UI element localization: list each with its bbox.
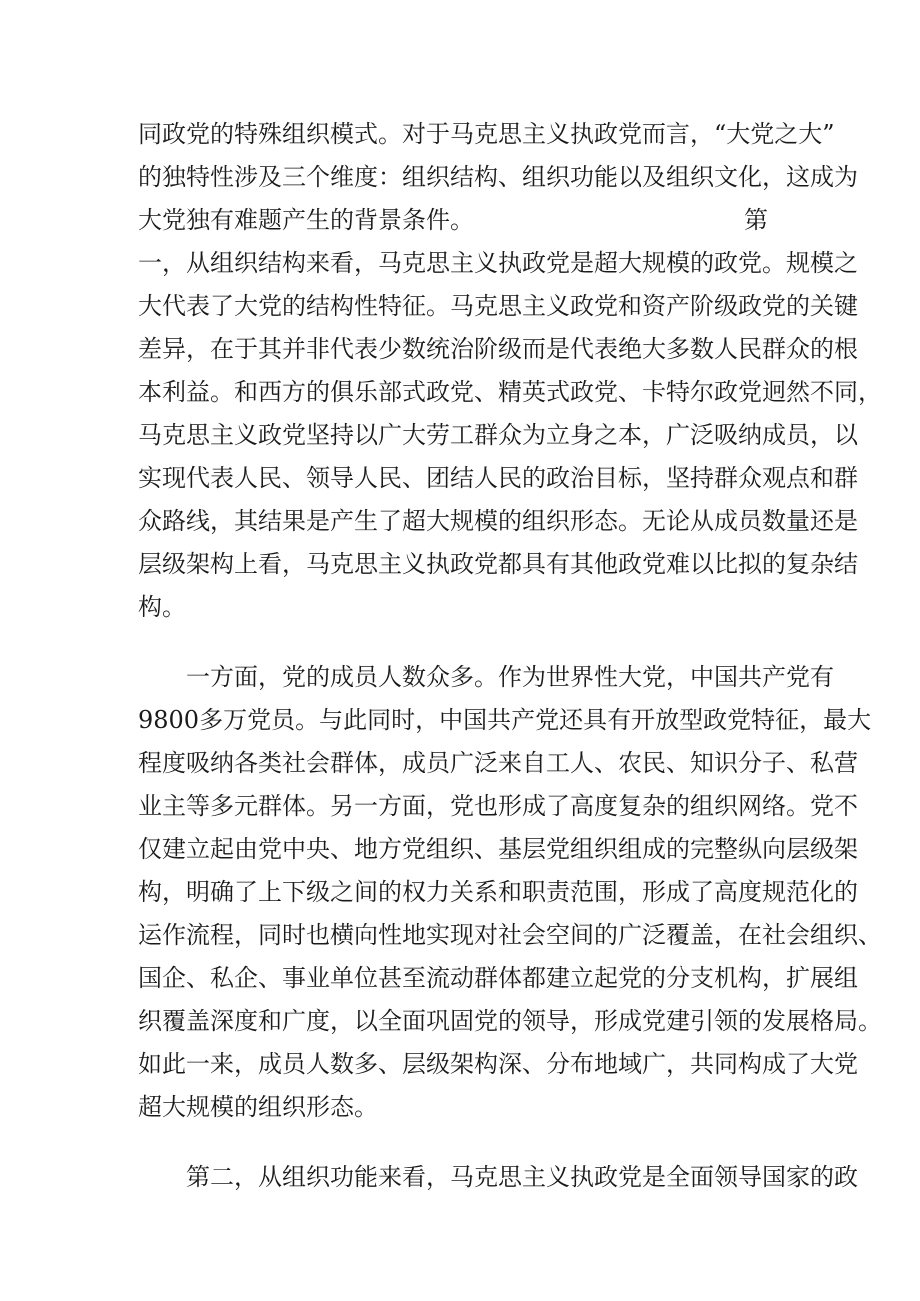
text-line: 国企、私企、事业单位甚至流动群体都建立起党的分支机构，扩展组 — [138, 964, 858, 992]
text-line: 仅建立起由党中央、地方党组织、基层党组织组成的完整纵向层级架 — [138, 835, 858, 863]
text-line: 大党独有难题产生的背景条件。 — [138, 206, 474, 234]
text-line: 实现代表人民、领导人民、团结人民的政治目标，坚持群众观点和群 — [138, 464, 858, 492]
text-line: 程度吸纳各类社会群体，成员广泛来自工人、农民、知识分子、私营 — [138, 749, 858, 777]
text-line: 层级架构上看，马克思主义执政党都具有其他政党难以比拟的复杂结 — [138, 550, 858, 578]
text-line: 差异，在于其并非代表少数统治阶级而是代表绝大多数人民群众的根 — [138, 335, 858, 363]
text-line: 第二，从组织功能来看，马克思主义执政党是全面领导国家的政 — [186, 1163, 858, 1191]
text-line: 本利益。和西方的俱乐部式政党、精英式政党、卡特尔政党迥然不同， — [138, 378, 882, 406]
text-line: 业主等多元群体。另一方面，党也形成了高度复杂的组织网络。党不 — [138, 792, 858, 820]
text-line: 众路线，其结果是产生了超大规模的组织形态。无论从成员数量还是 — [138, 507, 858, 535]
text-line: 织覆盖深度和广度，以全面巩固党的领导，形成党建引领的发展格局。 — [138, 1007, 882, 1035]
text-line: 同政党的特殊组织模式。对于马克思主义执政党而言，“大党之大” — [138, 120, 835, 148]
text-line-fragment: 第 — [744, 206, 768, 234]
text-line: 马克思主义政党坚持以广大劳工群众为立身之本，广泛吸纳成员，以 — [138, 421, 858, 449]
text-line: 的独特性涉及三个维度：组织结构、组织功能以及组织文化，这成为 — [138, 163, 858, 191]
text-line: 运作流程，同时也横向性地实现对社会空间的广泛覆盖，在社会组织、 — [138, 921, 882, 949]
text-line: 构。 — [138, 593, 186, 621]
text-line: 如此一来，成员人数多、层级架构深、分布地域广，共同构成了大党 — [138, 1050, 858, 1078]
text-line: 9800多万党员。与此同时，中国共产党还具有开放型政党特征，最大 — [138, 706, 872, 734]
text-line: 大代表了大党的结构性特征。马克思主义政党和资产阶级政党的关键 — [138, 292, 858, 320]
text-line: 超大规模的组织形态。 — [138, 1093, 378, 1121]
text-line: 一方面，党的成员人数众多。作为世界性大党，中国共产党有 — [186, 663, 834, 691]
text-line: 一，从组织结构来看，马克思主义执政党是超大规模的政党。规模之 — [138, 249, 858, 277]
text-line: 构，明确了上下级之间的权力关系和职责范围，形成了高度规范化的 — [138, 878, 858, 906]
